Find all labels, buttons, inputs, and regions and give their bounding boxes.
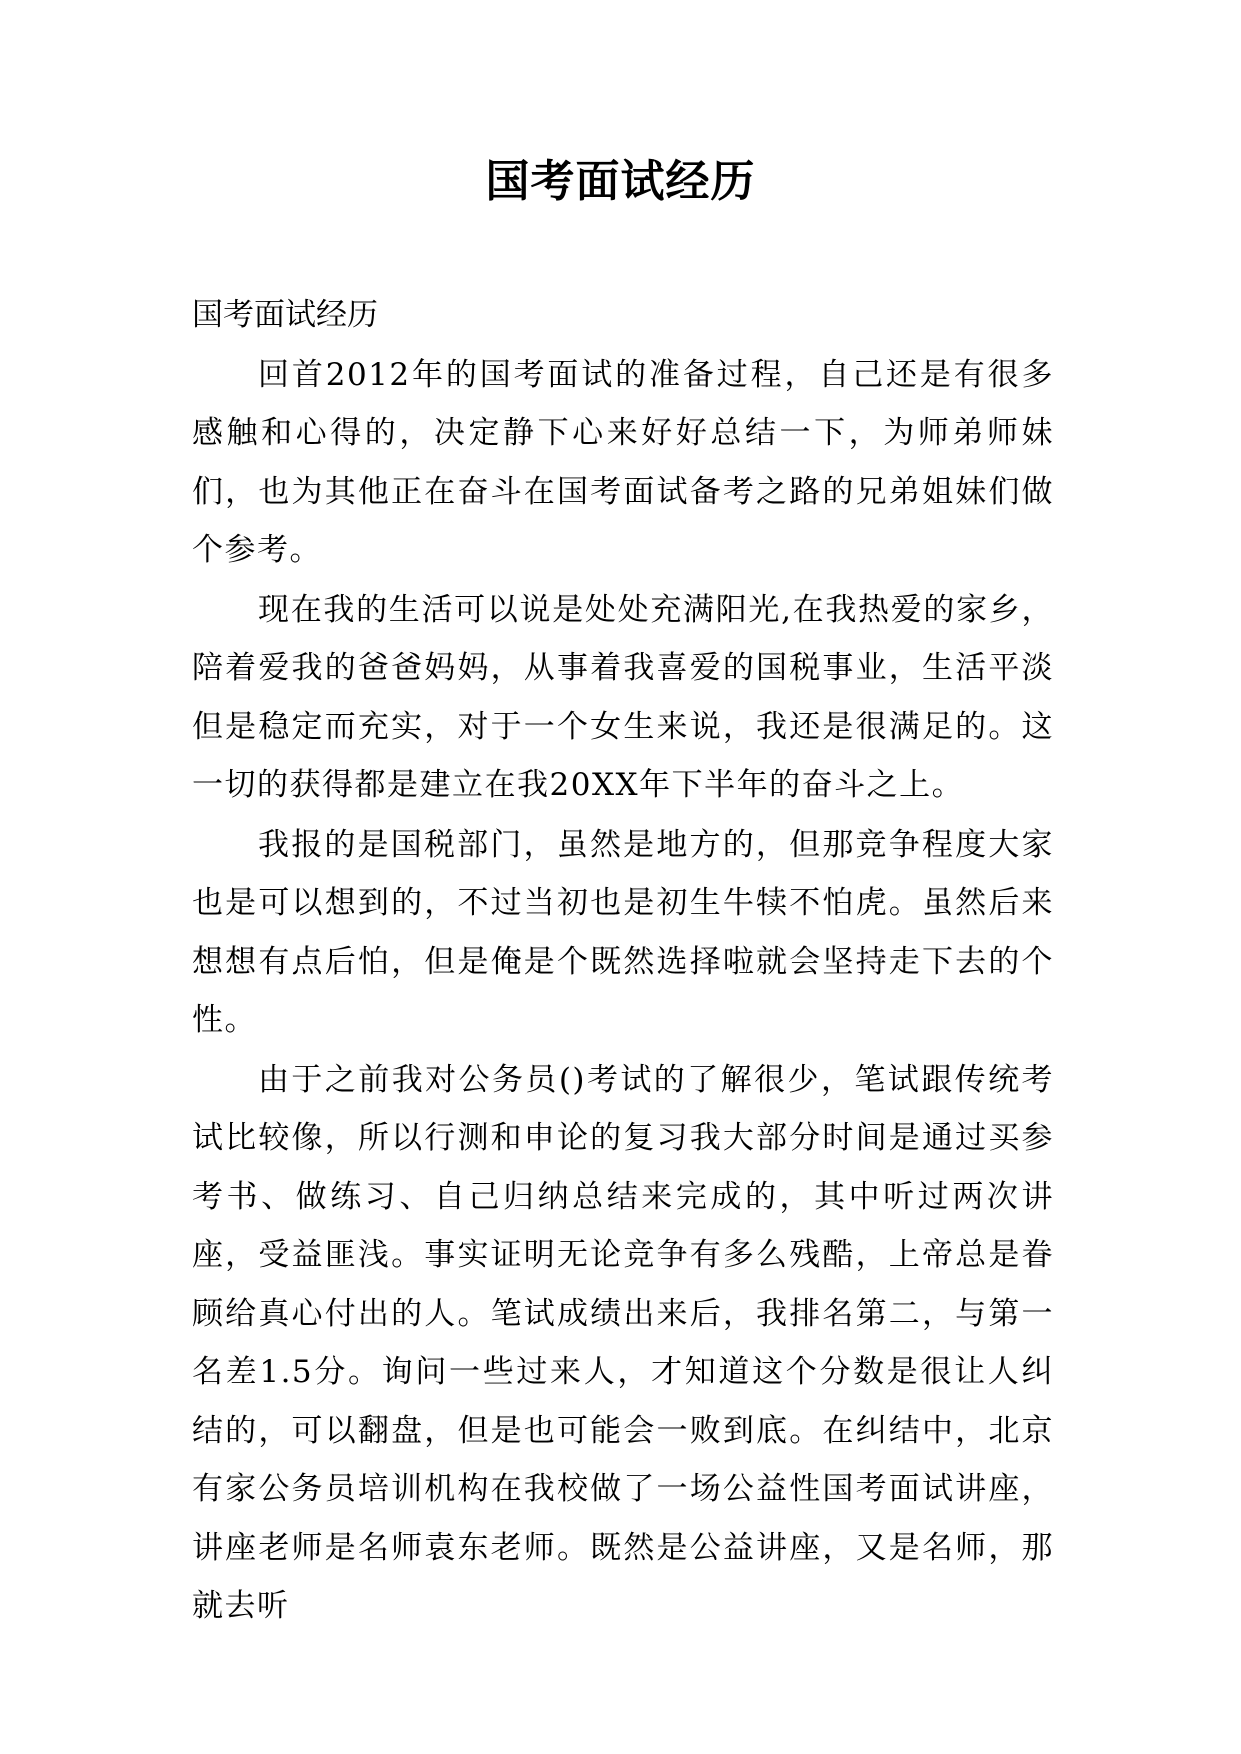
document-body [192, 286, 1054, 1637]
paragraph-3: 我报的是国税部门，虽然是地方的，但那竞争程度大家也是可以想到的，不过当初也是初生牛犊不怕虎。虽然后来想想有点后怕，但是俺是个既然选择啦就会坚持走下去的个性。 [192, 826, 1054, 1038]
document-subtitle: 国考面试经历 [192, 297, 378, 333]
paragraph-2: 现在我的生活可以说是处处充满阳光,在我热爱的家乡，陪着爱我的爸爸妈妈，从事着我喜爱的国税事业，生活平淡但是稳定而充实，对于一个女生来说，我还是很满足的。这一切的获得都是建立在我20XX年下半年的奋斗之上。 [192, 591, 1054, 803]
paragraph-4: 由于之前我对公务员()考试的了解很少，笔试跟传统考试比较像，所以行测和申论的复习我大部分时间是通过买参考书、做练习、自己归纳总结来完成的，其中听过两次讲座，受益匪浅。事实证明无论竞争有多么残酷，上帝总是眷顾给真心付出的人。笔试成绩出来后，我排名第二，与第一名差1.5分。询问一些过来人，才知道这个分数是很让人纠结的，可以翻盘，但是也可能会一败到底。在纠结中，北京有家公务员培训机构在我校做了一场公益性国考面试讲座，讲座老师是名师袁东老师。既然是公益讲座，又是名师，那就去听 [192, 1061, 1054, 1624]
paragraph-1: 回首2012年的国考面试的准备过程，自己还是有很多感触和心得的，决定静下心来好好总结一下，为师弟师妹们，也为其他正在奋斗在国考面试备考之路的兄弟姐妹们做个参考。 [192, 356, 1054, 568]
document-title: 国考面试经历 [485, 156, 756, 207]
